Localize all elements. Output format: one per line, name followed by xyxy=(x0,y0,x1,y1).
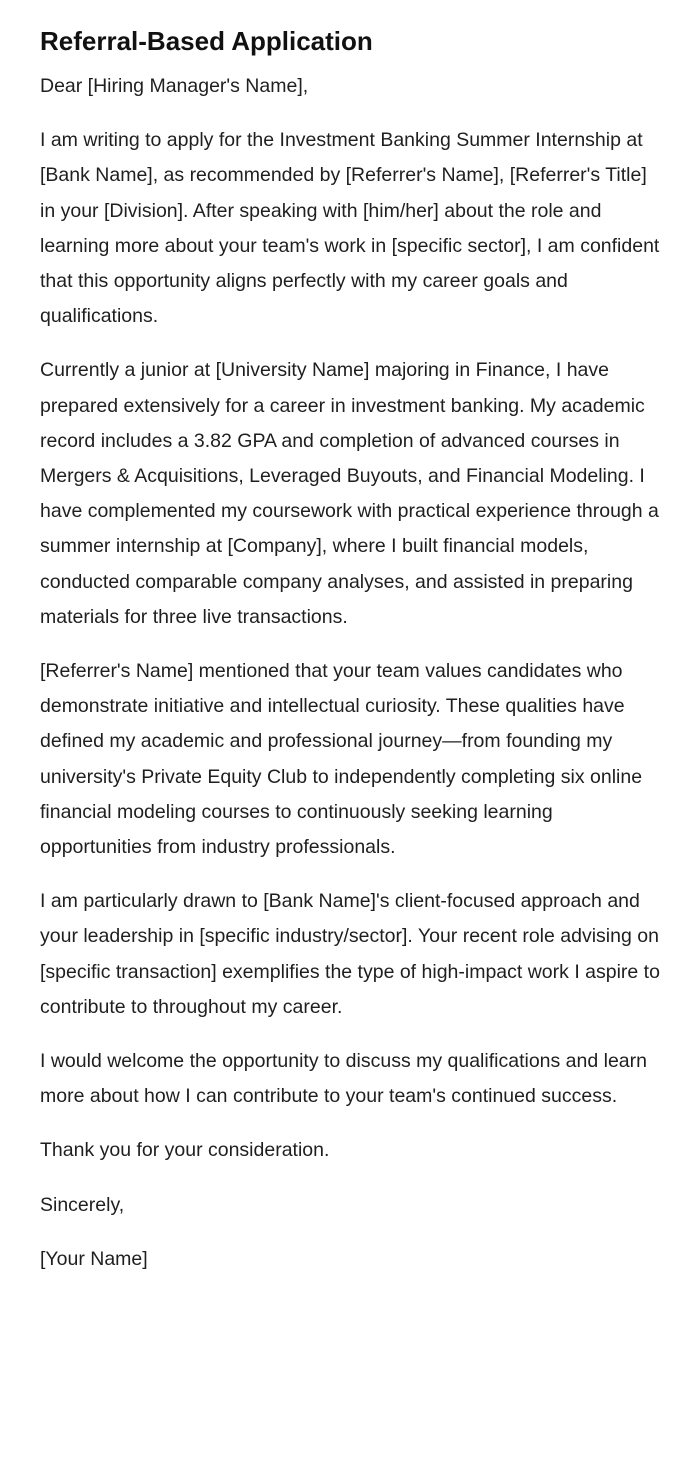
signoff: Sincerely, xyxy=(40,1193,125,1216)
signature: [Your Name] xyxy=(40,1247,148,1270)
body-paragraph-2: Currently a junior at [University Name] majoring in Finance, I have prepared extensively for a career in investment banking. My academic record includes a 3.82 GPA and completion of advanced courses in Mergers & Acquisitions, Leveraged Buyouts, and Financial Modeling. I have complemented my coursework with practical experience through a summer internship at [Company], where I built financial models, conducted comparable company analyses, and assisted in preparing materials for three live transactions. xyxy=(40,359,659,628)
salutation: Dear [Hiring Manager's Name], xyxy=(40,75,309,97)
letter-title: Referral-Based Application xyxy=(40,26,373,56)
body-paragraph-5: I would welcome the opportunity to discuss my qualifications and learn more about how I can contribute to your team's continued success. xyxy=(40,1050,647,1108)
body-paragraph-3: [Referrer's Name] mentioned that your team values candidates who demonstrate initiative and intellectual curiosity. These qualities have defined my academic and professional journey—from founding my university's Private Equity Club to independently completing six online financial modeling courses to continuously seeking learning opportunities from industry professionals. xyxy=(40,660,643,859)
closing-thanks: Thank you for your consideration. xyxy=(40,1139,330,1162)
body-paragraph-4: I am particularly drawn to [Bank Name]'s client-focused approach and your leadership in [specific industry/sector]. Your recent role advising on [specific transaction] exemplifies the type of high-impact work I aspire to contribute to throughout my career. xyxy=(40,890,660,1018)
body-paragraph-1: I am writing to apply for the Investment Banking Summer Internship at [Bank Name], as recommended by [Referrer's Name], [Referrer's Title] in your [Division]. After speaking with [him/her] about the role and learning more about your team's work in [specific sector], I am confident that this opportunity aligns perfectly with my career goals and qualifications. xyxy=(40,129,660,328)
